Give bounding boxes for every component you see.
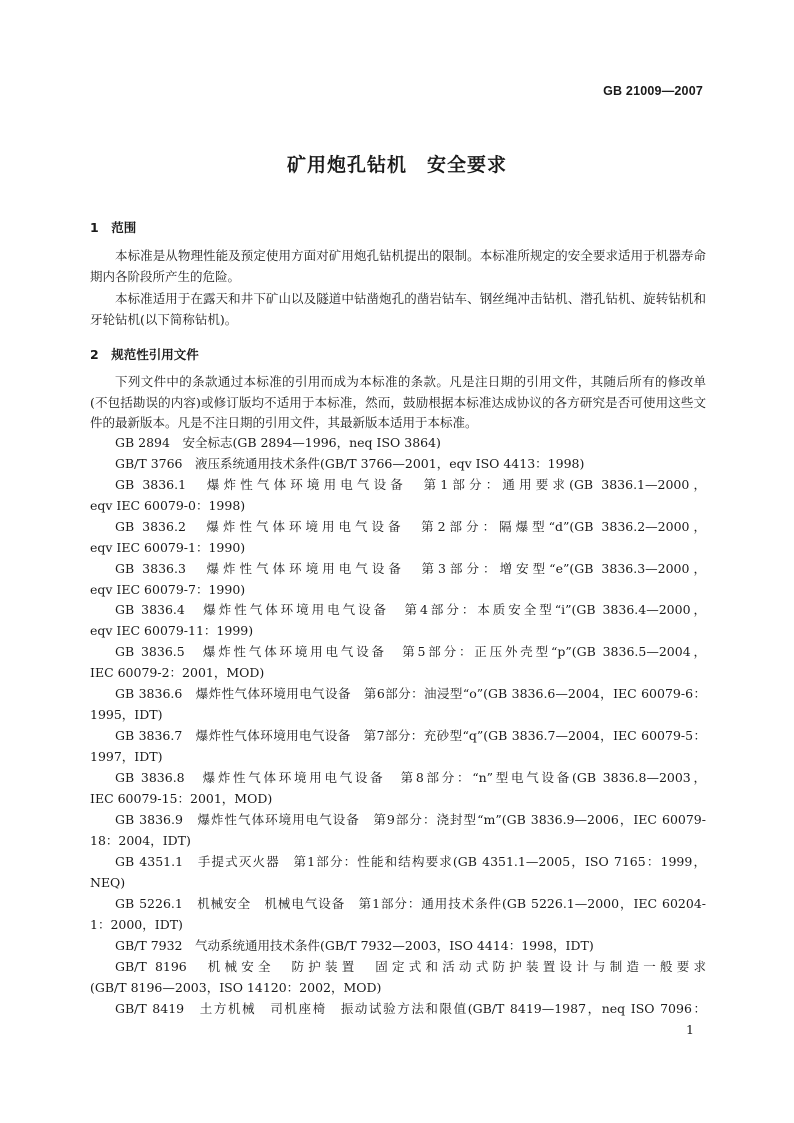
- reference-line: GB/T 8196 机械安全 防护装置 固定式和活动式防护装置设计与制造一般要求: [115, 959, 706, 974]
- reference-line-continued: IEC 60079-15：2001，MOD): [90, 790, 273, 806]
- reference-entry: [90, 894, 706, 935]
- reference-line: GB 4351.1 手提式灭火器 第1部分：性能和结构要求(GB 4351.1—2005，ISO 7165：1999，: [115, 854, 706, 869]
- reference-line-continued: 1：2000，IDT): [90, 916, 183, 932]
- reference-entry: [90, 999, 706, 1020]
- reference-line-continued: eqv IEC 60079-1：1990): [90, 539, 246, 555]
- reference-entry: [90, 559, 706, 600]
- reference-entry: [90, 642, 706, 683]
- reference-line: GB/T 3766 液压系统通用技术条件(GB/T 3766—2001，eqv ISO 4413：1998): [115, 456, 585, 471]
- reference-entry: [90, 936, 706, 957]
- reference-line: GB/T 8419 土方机械 司机座椅 振动试验方法和限值(GB/T 8419—1987，neq ISO 7096：: [115, 1001, 706, 1016]
- reference-line-continued: IEC 60079-2：2001，MOD): [90, 664, 265, 680]
- reference-line-continued: NEQ): [90, 874, 126, 890]
- reference-line-continued: eqv IEC 60079-7：1990): [90, 581, 246, 597]
- reference-entry: [90, 810, 706, 851]
- reference-entry: [90, 684, 706, 725]
- document-title: 矿用炮孔钻机 安全要求: [286, 154, 507, 176]
- reference-line: GB 3836.3 爆炸性气体环境用电气设备 第3部分：增安型“e”(GB 3836.3—2000，: [115, 561, 706, 576]
- reference-entry: [90, 433, 706, 454]
- section-2-intro: 下列文件中的条款通过本标准的引用而成为本标准的条款。凡是注日期的引用文件，其随后所有的修改单(不包括勘误的内容)或修订版均不适用于本标准，然而，鼓励根据本标准达成协议的各方研究是否可使用这些文件的最新版本。凡是不注日期的引用文件，其最新版本适用于本标准。: [90, 374, 706, 430]
- reference-line: GB 3836.1 爆炸性气体环境用电气设备 第1部分：通用要求(GB 3836.1—2000，: [115, 477, 706, 492]
- reference-line-continued: eqv IEC 60079-11：1999): [90, 622, 254, 638]
- reference-entry: [90, 475, 706, 516]
- reference-line: GB 2894 安全标志(GB 2894—1996，neq ISO 3864): [115, 435, 441, 450]
- reference-line-continued: 1997，IDT): [90, 748, 163, 764]
- page-number: 1: [686, 1022, 694, 1037]
- reference-entry: [90, 517, 706, 558]
- reference-entry: [90, 600, 706, 641]
- reference-line: GB 3836.5 爆炸性气体环境用电气设备 第5部分：正压外壳型“p”(GB 3836.5—2004，: [115, 644, 706, 659]
- reference-line: GB 3836.9 爆炸性气体环境用电气设备 第9部分：浇封型“m”(GB 3836.9—2006，IEC 60079-: [115, 812, 706, 827]
- standard-number: GB 21009—2007: [603, 84, 703, 98]
- reference-entry: [90, 768, 706, 809]
- reference-line: GB 3836.7 爆炸性气体环境用电气设备 第7部分：充砂型“q”(GB 3836.7—2004，IEC 60079-5：: [115, 728, 706, 743]
- reference-entry: [90, 726, 706, 767]
- reference-line-continued: 1995，IDT): [90, 706, 163, 722]
- reference-line-continued: (GB/T 8196—2003，ISO 14120：2002，MOD): [90, 979, 382, 995]
- section-1-paragraph-1: 本标准是从物理性能及预定使用方面对矿用炮孔钻机提出的限制。本标准所规定的安全要求适用于机器寿命期内各阶段所产生的危险。: [90, 248, 706, 284]
- reference-line-continued: 18：2004，IDT): [90, 832, 191, 848]
- reference-entry: [90, 957, 706, 998]
- section-2-heading: 2 规范性引用文件: [90, 347, 199, 362]
- reference-line: GB 3836.8 爆炸性气体环境用电气设备 第8部分：“n”型电气设备(GB 3836.8—2003，: [115, 770, 706, 785]
- reference-entry: [90, 852, 706, 893]
- section-1-heading: 1 范围: [90, 220, 137, 235]
- section-1-paragraph-2: 本标准适用于在露天和井下矿山以及隧道中钻凿炮孔的凿岩钻车、钢丝绳冲击钻机、潜孔钻机、旋转钻机和牙轮钻机(以下简称钻机)。: [90, 291, 706, 327]
- reference-line-continued: eqv IEC 60079-0：1998): [90, 497, 246, 513]
- reference-line: GB 3836.4 爆炸性气体环境用电气设备 第4部分：本质安全型“i”(GB 3836.4—2000，: [115, 602, 706, 617]
- reference-line: GB 3836.2 爆炸性气体环境用电气设备 第2部分：隔爆型“d”(GB 3836.2—2000，: [115, 519, 706, 534]
- reference-entry: [90, 454, 706, 475]
- reference-line: GB 5226.1 机械安全 机械电气设备 第1部分：通用技术条件(GB 5226.1—2000，IEC 60204-: [115, 896, 706, 911]
- reference-line: GB 3836.6 爆炸性气体环境用电气设备 第6部分：油浸型“o”(GB 3836.6—2004，IEC 60079-6：: [115, 686, 706, 701]
- reference-line: GB/T 7932 气动系统通用技术条件(GB/T 7932—2003，ISO 4414：1998，IDT): [115, 938, 594, 953]
